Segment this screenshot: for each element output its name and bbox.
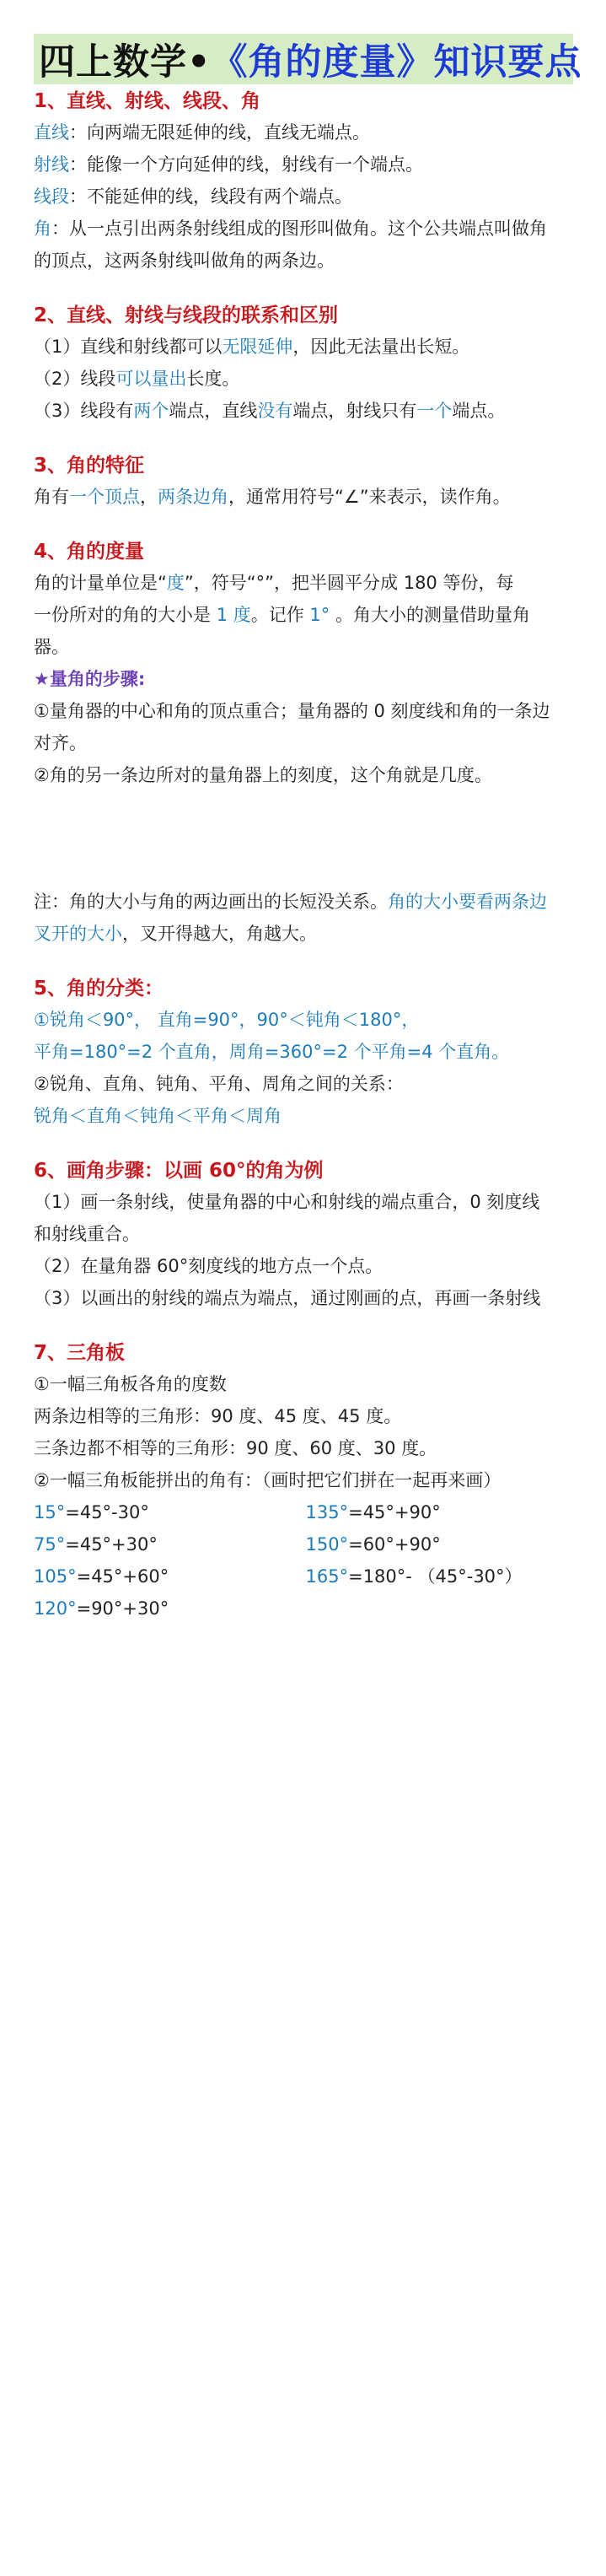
highlight: 两个 <box>133 401 169 421</box>
text: 角的计量单位是“ <box>34 573 167 593</box>
title-part-2: 《角的度量》知识要点 <box>211 40 582 84</box>
section-6 <box>34 1156 577 1314</box>
section-4-p2 <box>34 599 577 631</box>
drawing-step-3: （3）以画出的射线的端点为端点，通过刚画的点，再画一条射线 <box>34 1288 541 1308</box>
highlight: 度 <box>166 573 185 593</box>
section-4-heading: 4、角的度量 <box>34 541 145 563</box>
text: 端点，直线 <box>169 401 258 421</box>
triangle-line-4: ②一幅三角板能拼出的角有：（画时把它们拼在一起再来画） <box>34 1470 501 1490</box>
section-2-item-1 <box>34 331 577 363</box>
section-7-heading: 7、三角板 <box>34 1342 126 1364</box>
content <box>34 86 577 1625</box>
combo-item <box>34 1560 306 1592</box>
measuring-steps-heading: ★量角的步骤: <box>34 669 146 689</box>
highlight: 无限延伸 <box>222 337 293 357</box>
text: ，因此无法量出长短。 <box>292 337 470 357</box>
text: （3）线段有 <box>34 401 134 421</box>
section-7 <box>34 1338 577 1625</box>
section-3-heading: 3、角的特征 <box>34 455 145 477</box>
combo-expr: =90°+30° <box>76 1598 169 1619</box>
highlight: 1° <box>309 605 330 625</box>
highlight: 一个顶点 <box>69 487 140 507</box>
section-4-note-cont <box>34 918 577 950</box>
section-5-heading: 5、角的分类： <box>34 978 164 1000</box>
section-4 <box>34 536 577 950</box>
section-1 <box>34 86 577 277</box>
measuring-step-1: ①量角器的中心和角的顶点重合；量角器的 0 刻度线和角的一条边 <box>34 701 550 721</box>
highlight: 1 度 <box>216 605 251 625</box>
combo-expr: =60°+90° <box>348 1534 441 1555</box>
combo-item <box>34 1592 312 1625</box>
text: （2）线段 <box>34 369 116 389</box>
combo-row <box>34 1560 577 1592</box>
section-3 <box>34 450 577 513</box>
combo-item <box>306 1560 578 1592</box>
combo-expr: =45°+60° <box>76 1566 169 1587</box>
section-3-text <box>34 481 577 513</box>
line-desc: ：向两端无限延伸的线，直线无端点。 <box>69 122 370 143</box>
section-1-heading: 1、直线、射线、线段、角 <box>34 90 261 112</box>
triangle-line-1: ①一幅三角板各角的度数 <box>34 1374 227 1394</box>
line-definition <box>34 116 577 148</box>
combo-degree: 75° <box>34 1534 66 1555</box>
text: 一份所对的角的大小是 <box>34 605 217 625</box>
classification-line-2: 平角=180°=2 个直角，周角=360°=2 个平角=4 个直角。 <box>34 1042 510 1062</box>
combo-degree: 150° <box>305 1534 349 1555</box>
drawing-step-1: （1）画一条射线，使量角器的中心和射线的端点重合，0 刻度线 <box>34 1192 540 1212</box>
text: 长度。 <box>186 369 240 389</box>
section-2-heading: 2、直线、射线与线段的联系和区别 <box>34 304 339 326</box>
angle-definition <box>34 213 577 245</box>
combo-expr: =180°- （45°-30°） <box>348 1566 523 1587</box>
highlight: 两条边角 <box>158 487 228 507</box>
text: 端点。 <box>452 401 506 421</box>
ray-definition <box>34 148 577 181</box>
classification-line-3: ②锐角、直角、钝角、平角、周角之间的关系： <box>34 1074 404 1094</box>
combo-item <box>34 1496 306 1528</box>
text: ，叉开得越大，角越大。 <box>122 924 317 944</box>
combo-degree: 165° <box>305 1566 349 1587</box>
section-6-heading: 6、画角步骤：以画 60°的角为例 <box>34 1160 324 1182</box>
combo-degree: 105° <box>34 1566 77 1587</box>
highlight: 角的大小要看两条边 <box>388 892 547 912</box>
combo-row <box>34 1592 577 1625</box>
text: ，通常用符号“∠”来表示，读作角。 <box>228 487 511 507</box>
angle-desc-1: ：从一点引出两条射线组成的图形叫做角。这个公共端点叫做角 <box>51 218 547 239</box>
section-4-p1 <box>34 567 577 599</box>
highlight: 可以量出 <box>115 369 187 389</box>
segment-desc: ：不能延伸的线，线段有两个端点。 <box>69 186 352 207</box>
text: 。角大小的测量借助量角 <box>330 605 530 625</box>
combo-row <box>34 1528 577 1560</box>
highlight: 一个 <box>416 401 453 421</box>
combo-item <box>34 1528 306 1560</box>
section-2-item-3 <box>34 395 577 427</box>
title-part-1: 四上数学• <box>39 40 212 84</box>
segment-definition <box>34 181 577 213</box>
combo-expr: =45°-30° <box>65 1502 149 1522</box>
text: 。记作 <box>250 605 310 625</box>
segment-term: 线段 <box>34 186 69 207</box>
combo-expr: =45°+90° <box>348 1502 441 1522</box>
line-term: 直线 <box>34 122 69 143</box>
combo-degree: 120° <box>34 1598 77 1619</box>
classification-line-4: 锐角＜直角＜钝角＜平角＜周角 <box>34 1106 282 1126</box>
angle-term: 角 <box>34 218 51 239</box>
classification-line-1: ①锐角＜90°， 直角=90°，90°＜钝角＜180°， <box>34 1010 420 1030</box>
combo-degree: 15° <box>34 1502 66 1522</box>
highlight: 叉开的大小 <box>34 924 122 944</box>
angle-definition-cont: 的顶点，这两条射线叫做角的两条边。 <box>34 251 335 271</box>
section-4-p3: 器。 <box>34 637 69 657</box>
combo-expr: =45°+30° <box>65 1534 158 1555</box>
section-2-item-2 <box>34 363 577 395</box>
text: 角有 <box>34 487 69 507</box>
text: （1）直线和射线都可以 <box>34 337 223 357</box>
text: 注：角的大小与角的两边画出的长短没关系。 <box>34 892 388 912</box>
text: 端点，射线只有 <box>292 401 417 421</box>
section-2 <box>34 300 577 427</box>
triangle-line-3: 三条边都不相等的三角形：90 度、60 度、30 度。 <box>34 1438 437 1458</box>
ray-desc: ：能像一个方向延伸的线，射线有一个端点。 <box>69 154 423 175</box>
page-title <box>34 34 582 84</box>
triangle-line-2: 两条边相等的三角形：90 度、45 度、45 度。 <box>34 1406 402 1426</box>
measuring-step-1-cont: 对齐。 <box>34 733 87 753</box>
text: ”，符号“°”，把半圆平分成 180 等份，每 <box>184 573 514 593</box>
combo-item <box>306 1528 578 1560</box>
section-5 <box>34 973 577 1132</box>
highlight: 没有 <box>257 401 293 421</box>
section-4-note <box>34 886 577 918</box>
combo-item <box>306 1496 578 1528</box>
drawing-step-2: （2）在量角器 60°刻度线的地方点一个点。 <box>34 1256 383 1276</box>
combo-degree: 135° <box>305 1502 349 1522</box>
text: ， <box>140 487 158 507</box>
measuring-step-2: ②角的另一条边所对的量角器上的刻度，这个角就是几度。 <box>34 765 492 785</box>
drawing-step-1-cont: 和射线重合。 <box>34 1224 140 1244</box>
combo-row <box>34 1496 577 1528</box>
ray-term: 射线 <box>34 154 69 175</box>
